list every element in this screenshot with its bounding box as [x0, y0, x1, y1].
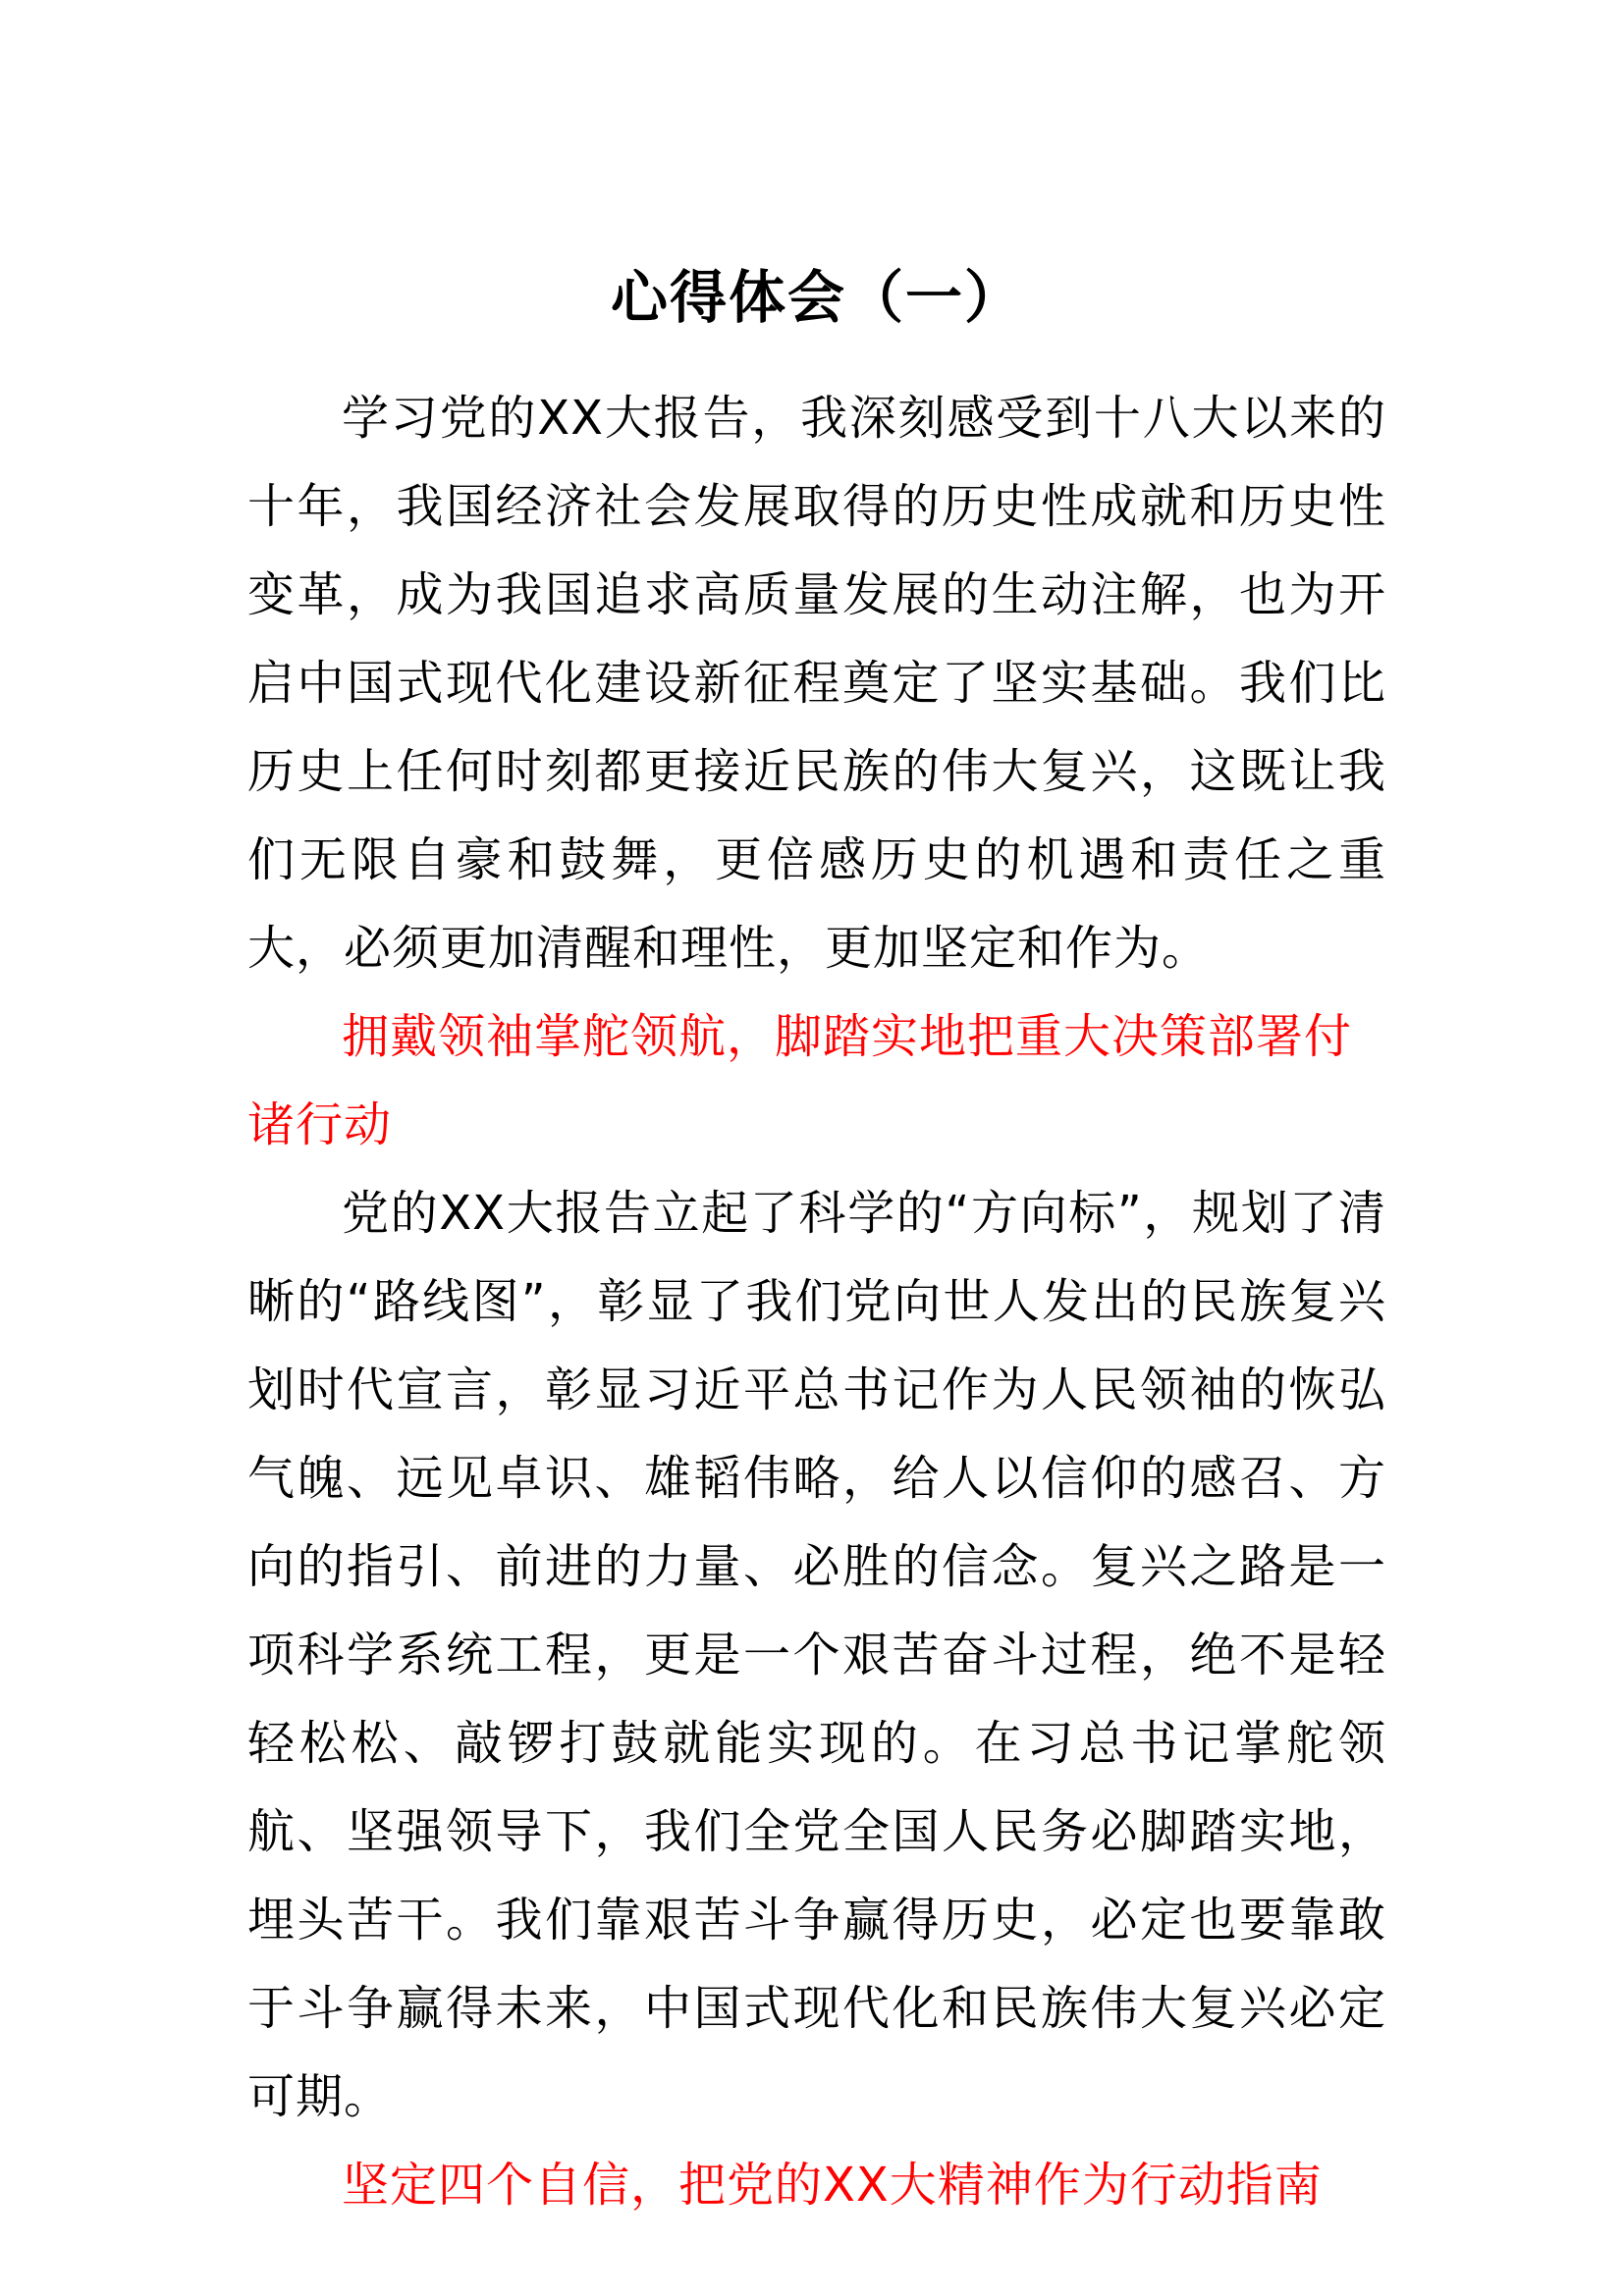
- section-heading: 拥戴领袖掌舵领航，脚踏实地把重大决策部署付诸行动: [247, 1009, 1353, 1152]
- document-title: 心得体会（一）: [610, 264, 1023, 331]
- body-paragraph: 学习党的XX大报告，我深刻感受到十八大以来的十年，我国经济社会发展取得的历史性成就和历史性变革，成为我国追求高质量发展的生动注解，也为开启中国式现代化建设新征程奠定了坚实基础。我们比历史上任何时刻都更接近民族的伟大复兴，这既让我们无限自豪和鼓舞，更倍感历史的机遇和责任之重大，必须更加清醒和理性，更加坚定和作为。: [247, 391, 1386, 976]
- document-content: [247, 250, 1386, 2229]
- body-paragraph: 党的XX大报告立起了科学的“方向标”，规划了清晰的“路线图”，彰显了我们党向世人发出的民族复兴划时代宣言，彰显习近平总书记作为人民领袖的恢弘气魄、远见卓识、雄韬伟略，给人以信仰的感召、方向的指引、前进的力量、必胜的信念。复兴之路是一项科学系统工程，更是一个艰苦奋斗过程，绝不是轻轻松松、敲锣打鼓就能实现的。在习总书记掌舵领航、坚强领导下，我们全党全国人民务必脚踏实地，埋头苦干。我们靠艰苦斗争赢得历史，必定也要靠敢于斗争赢得未来，中国式现代化和民族伟大复兴必定可期。: [247, 1186, 1386, 2124]
- section-heading: 坚定四个自信，把党的XX大精神作为行动指南: [342, 2158, 1323, 2213]
